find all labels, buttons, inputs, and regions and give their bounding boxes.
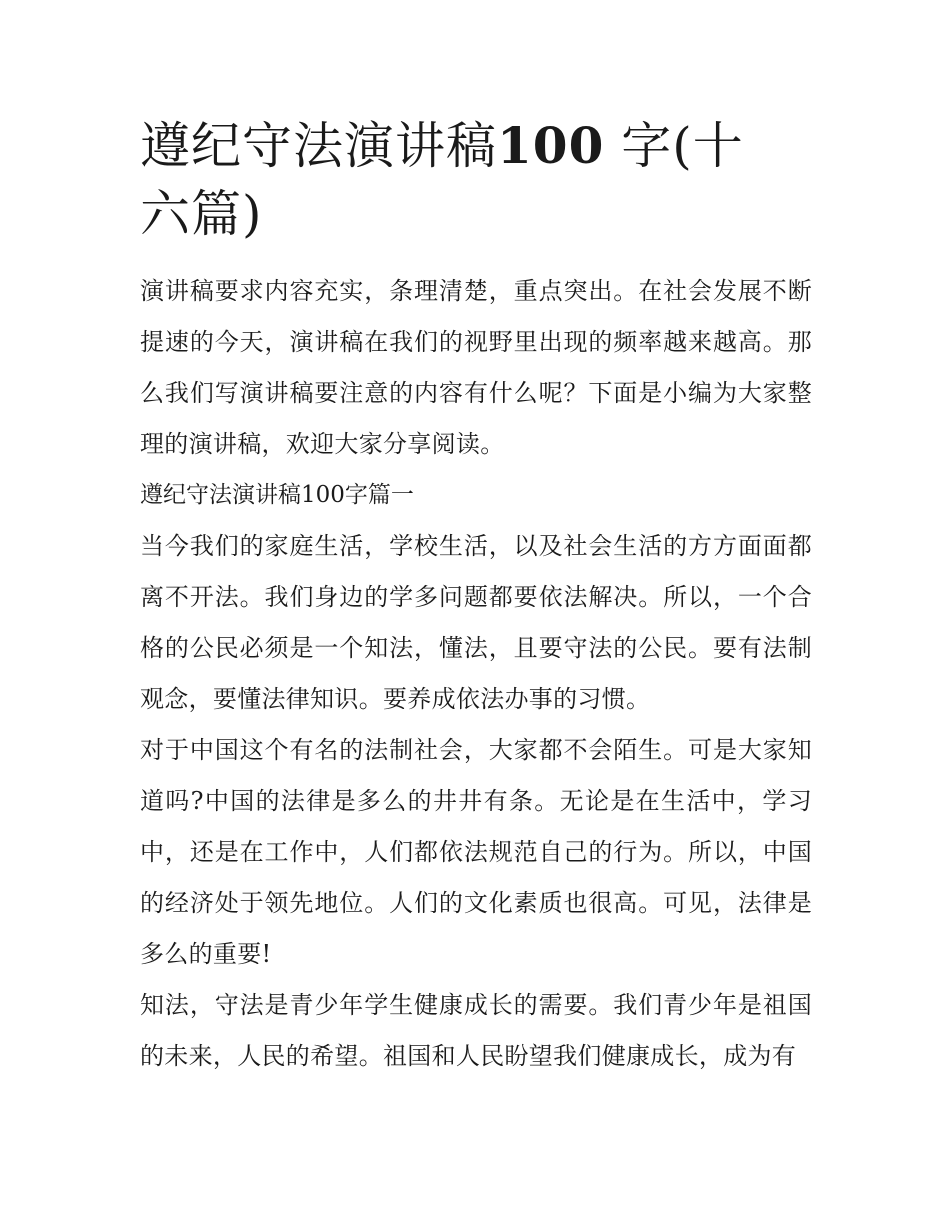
section-heading: 遵纪守法演讲稿100字篇一 xyxy=(140,482,414,508)
body-paragraph: 知法，守法是青少年学生健康成长的需要。我们青少年是祖国的未来，人民的希望。祖国和人民盼望我们健康成长，成为有 xyxy=(140,991,812,1070)
title-text: 遵纪守法演讲稿 xyxy=(140,117,497,175)
body-paragraph: 当今我们的家庭生活，学校生活，以及社会生活的方方面面都离不开法。我们身边的学多问题都要依法解决。所以，一个合格的公民必须是一个知法，懂法，且要守法的公民。要有法制观念，要懂法律知识。要养成依法办事的习惯。 xyxy=(140,532,812,713)
document-title xyxy=(140,112,780,248)
title-suffix: 字(十六篇) xyxy=(140,117,744,243)
intro-paragraph: 演讲稿要求内容充实，条理清楚，重点突出。在社会发展不断提速的今天，演讲稿在我们的视野里出现的频率越来越高。那么我们写演讲稿要注意的内容有什么呢？下面是小编为大家整理的演讲稿，欢迎大家分享阅读。 xyxy=(140,277,812,458)
title-number: 100 xyxy=(497,116,605,175)
body-paragraph: 对于中国这个有名的法制社会，大家都不会陌生。可是大家知道吗?中国的法律是多么的井井有条。无论是在生活中，学习中，还是在工作中，人们都依法规范自己的行为。所以，中国的经济处于领先地位。人们的文化素质也很高。可见，法律是多么的重要! xyxy=(140,736,812,968)
document-page xyxy=(140,112,812,1082)
